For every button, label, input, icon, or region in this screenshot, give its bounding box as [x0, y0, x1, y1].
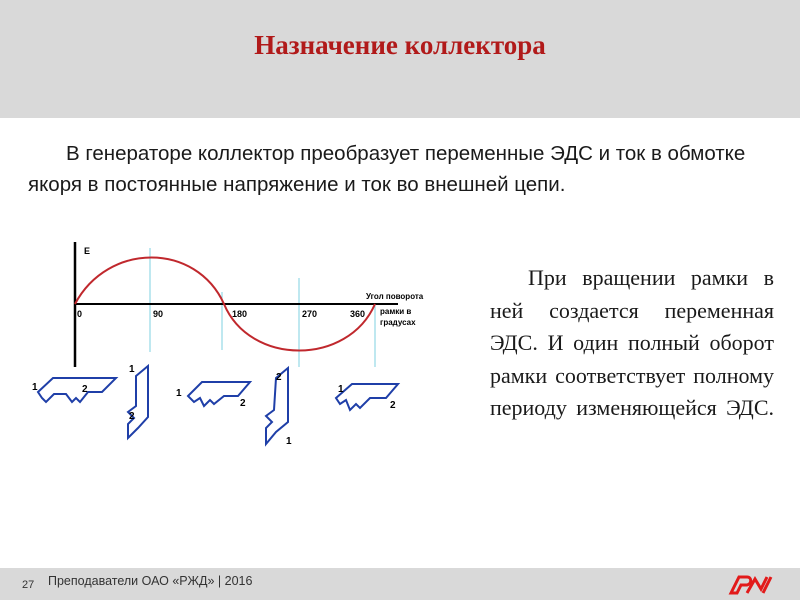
frame-label: 1: [286, 436, 292, 447]
axis-x-label-3: градусах: [380, 318, 416, 327]
footer-text: Преподаватели ОАО «РЖД» | 2016: [48, 574, 253, 588]
tick-label: 270: [302, 309, 318, 319]
emf-diagram: [18, 232, 458, 462]
coil-frame-icon: [128, 366, 148, 438]
frame-label: 2: [82, 384, 88, 395]
intro-text: В генераторе коллектор преобразует переменные ЭДС и ток в обмотке якоря в постоянные напряжение и ток во внешней цепи.: [28, 142, 746, 196]
frame-label: 1: [32, 382, 38, 393]
tick-label: 0: [77, 309, 83, 319]
tick-label: 90: [153, 309, 164, 319]
title-bar: [0, 0, 800, 118]
coil-frame-icon: [336, 384, 398, 410]
rzd-logo-icon: [725, 571, 775, 597]
page-number: 27: [22, 579, 35, 591]
coil-frame-icon: [38, 378, 116, 402]
emf-diagram-svg: [18, 232, 458, 462]
frame-label: 1: [176, 388, 182, 399]
axis-x-label-2: рамки в: [380, 307, 412, 316]
slide-title: Назначение коллектора: [254, 30, 546, 60]
footer-bar: [0, 568, 800, 600]
frame-label: 2: [129, 411, 135, 422]
frame-label: 2: [390, 400, 396, 411]
side-text: При вращении рамки в ней создается переменная ЭДС. И один полный оборот рамки соответствует полному периоду изменяющейся ЭДС.: [490, 265, 774, 420]
frame-label: 2: [240, 398, 246, 409]
frame-label: 1: [338, 384, 344, 395]
frame-label: 1: [129, 364, 135, 375]
axis-x-label-1: Угол поворота: [366, 292, 424, 301]
tick-label: 180: [232, 309, 248, 319]
tick-label: 360: [350, 309, 366, 319]
axis-y-label: Е: [84, 246, 91, 256]
side-paragraph: [490, 262, 774, 425]
intro-paragraph: [28, 138, 773, 200]
frame-label: 2: [276, 372, 282, 383]
